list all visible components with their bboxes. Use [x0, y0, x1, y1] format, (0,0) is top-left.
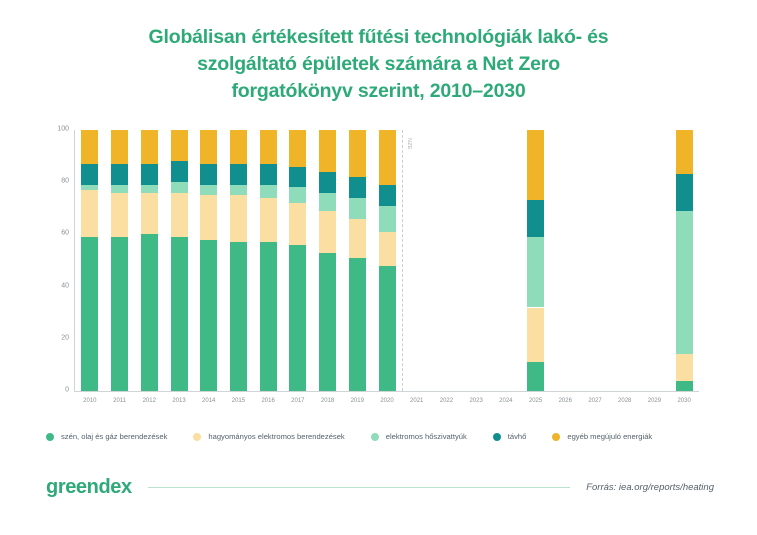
legend-label: elektromos hőszivattyúk	[385, 432, 467, 441]
legend-swatch-icon	[371, 433, 379, 441]
y-axis-tick-label: 100	[57, 125, 69, 133]
title-line-2: szolgáltató épületek számára a Net Zero	[197, 53, 560, 75]
x-axis-tick-label: 2022	[439, 398, 454, 404]
bar-segment	[141, 185, 158, 193]
bar-segment	[111, 185, 128, 193]
bar-segment	[260, 242, 277, 391]
x-axis-tick-label: 2019	[350, 398, 364, 404]
bar-segment	[676, 211, 693, 355]
bar-segment	[171, 161, 188, 182]
bar-segment	[349, 198, 366, 219]
bar-segment	[676, 174, 693, 211]
x-axis-tick-label: 2028	[618, 398, 632, 404]
legend-label: egyéb megújuló energiák	[567, 432, 653, 441]
bar-segment	[81, 164, 98, 185]
bar-segment	[171, 182, 188, 192]
title-line-1: Globálisan értékesített fűtési technológiák lakó- és	[148, 26, 609, 48]
x-axis-tick-label: 2026	[558, 398, 572, 404]
bar-segment	[527, 362, 544, 391]
x-axis-tick-label: 2030	[677, 398, 691, 404]
bar-segment	[319, 172, 336, 193]
bar-segment	[141, 234, 158, 391]
bar-segment	[141, 193, 158, 235]
y-axis-tick-label: 60	[61, 229, 69, 237]
bar-segment	[141, 130, 158, 164]
bar-segment	[289, 245, 306, 391]
bar-segment	[319, 130, 336, 172]
bar-segment	[230, 195, 247, 242]
bar-segment	[349, 177, 366, 198]
y-axis-tick-label: 0	[65, 386, 69, 394]
bar-segment	[319, 253, 336, 391]
legend-swatch-icon	[193, 433, 201, 441]
bar-segment	[289, 187, 306, 203]
y-axis-tick-label: 20	[61, 334, 69, 342]
footer-divider	[148, 487, 570, 488]
y-axis-tick-label: 80	[61, 177, 69, 185]
bar-segment	[200, 185, 217, 195]
bar-segment	[230, 242, 247, 391]
bar-segment	[289, 203, 306, 245]
chart-legend	[46, 432, 716, 441]
legend-item[interactable]	[552, 432, 652, 441]
bar-segment	[260, 130, 277, 164]
bar-segment	[171, 193, 188, 237]
bar-segment	[111, 237, 128, 391]
x-axis-tick-label: 2021	[410, 398, 424, 404]
x-axis-tick-label: 2011	[113, 398, 127, 404]
bar-segment	[676, 381, 693, 391]
x-axis-tick-label: 2017	[291, 398, 305, 404]
bar-segment	[230, 185, 247, 195]
x-axis-tick-label: 2010	[83, 398, 97, 404]
x-axis-tick-label: 2020	[380, 398, 394, 404]
bar-segment	[349, 258, 366, 391]
plot-area	[57, 125, 699, 404]
bar-segment	[289, 130, 306, 167]
bar-segment	[527, 200, 544, 237]
bar-segment	[200, 164, 217, 185]
bar-segment	[319, 193, 336, 211]
legend-item[interactable]	[371, 432, 467, 441]
bar-segment	[141, 164, 158, 185]
x-axis-tick-label: 2025	[528, 398, 543, 404]
bar-segment	[260, 164, 277, 185]
legend-swatch-icon	[46, 433, 54, 441]
legend-swatch-icon	[552, 433, 560, 441]
x-axis-tick-label: 2016	[261, 398, 275, 404]
bar-segment	[230, 130, 247, 164]
bar-segment	[379, 206, 396, 232]
bar-segment	[111, 130, 128, 164]
legend-item[interactable]	[493, 432, 527, 441]
bar-segment	[111, 164, 128, 185]
bar-segment	[349, 130, 366, 177]
x-axis-tick-label: 2014	[202, 398, 216, 404]
bar-segment	[200, 130, 217, 164]
bar-segment	[349, 219, 366, 258]
bar-segment	[319, 211, 336, 253]
x-axis-tick-label: 2018	[320, 398, 335, 404]
bar-segment	[200, 195, 217, 239]
x-axis-tick-label: 2024	[499, 398, 513, 404]
title-line-3: forgatókönyv szerint, 2010–2030	[231, 80, 526, 102]
y-axis-tick-label: 40	[61, 282, 69, 290]
bar-segment	[81, 130, 98, 164]
bar-segment	[379, 130, 396, 185]
bar-segment	[81, 237, 98, 391]
x-axis-tick-label: 2029	[647, 398, 662, 404]
legend-item[interactable]	[193, 432, 344, 441]
bar-segment	[289, 167, 306, 188]
x-axis-tick-label: 2027	[588, 398, 602, 404]
brand-logo: greendex	[46, 476, 132, 498]
bar-segment	[527, 308, 544, 363]
x-axis-tick-label: 2012	[142, 398, 156, 404]
bar-segment	[379, 232, 396, 266]
nze-divider-label: NZE	[405, 138, 412, 150]
legend-label: szén, olaj és gáz berendezések	[61, 432, 168, 441]
bar-segment	[260, 198, 277, 242]
bar-segment	[527, 237, 544, 307]
bar-segment	[676, 354, 693, 380]
bar-segment	[81, 190, 98, 237]
bar-segment	[200, 240, 217, 391]
bar-segment	[111, 193, 128, 237]
legend-swatch-icon	[493, 433, 501, 441]
nze-divider	[402, 130, 412, 391]
x-axis-tick-label: 2015	[231, 398, 246, 404]
bar-segment	[676, 130, 693, 174]
source-credit: Forrás: iea.org/reports/heating	[586, 482, 714, 493]
x-axis-tick-label: 2023	[469, 398, 483, 404]
legend-label: távhő	[507, 432, 527, 441]
bar-segment	[81, 185, 98, 190]
bar-segment	[260, 185, 277, 198]
footer	[46, 476, 714, 499]
x-axis-tick-label: 2013	[172, 398, 186, 404]
bar-segment	[171, 237, 188, 391]
bar-segment	[527, 130, 544, 200]
legend-item[interactable]	[46, 432, 167, 441]
bar-segment	[171, 130, 188, 161]
bar-segment	[379, 185, 396, 206]
bar-segment	[230, 164, 247, 185]
bar-segment	[379, 266, 396, 391]
legend-label: hagyományos elektromos berendezések	[208, 432, 345, 441]
stacked-bar-chart	[42, 125, 707, 404]
page-title	[0, 24, 757, 105]
